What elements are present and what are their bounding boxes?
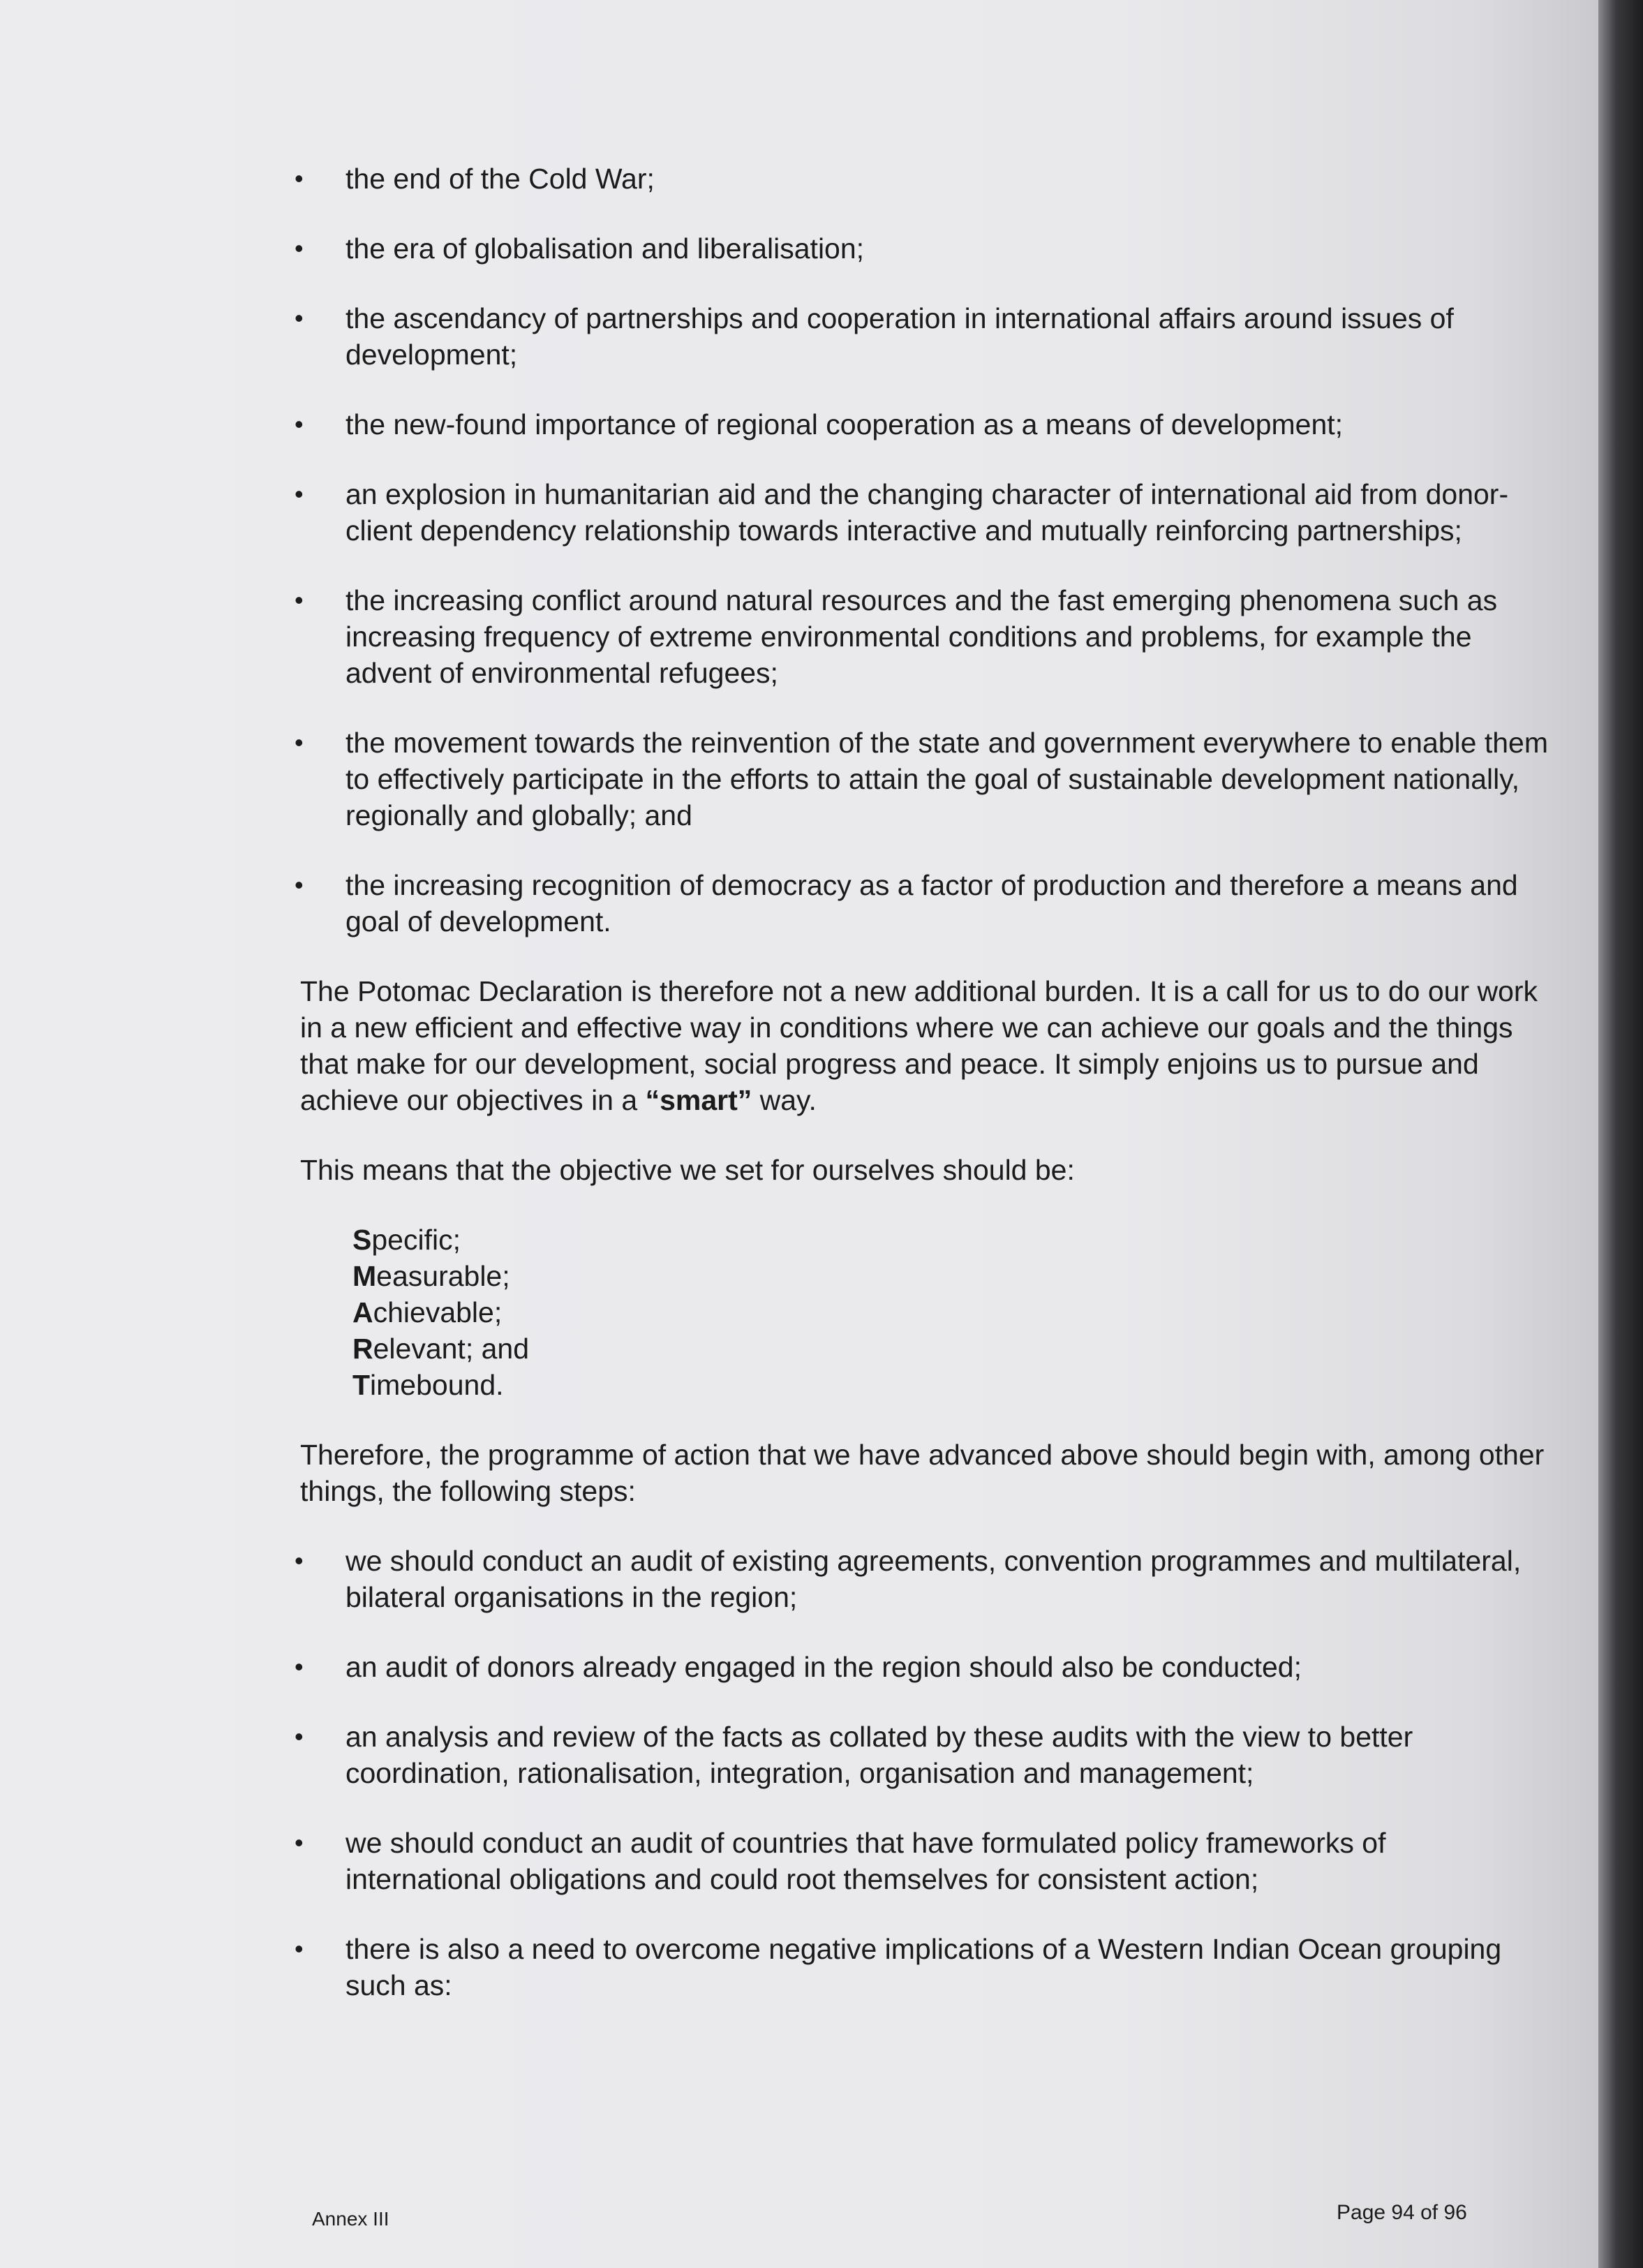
smart-initial: M [352,1260,377,1292]
bullet-icon: • [295,586,304,614]
smart-initial: S [352,1224,372,1256]
bullet-icon: • [295,164,304,193]
list-item [293,230,1549,267]
potomac-text: The Potomac Declaration is therefore not a new additional burden. It is a call for us to do our work in a new efficient and effective way in conditions where we can achieve our goals and the things that make for our development, social progress and peace. It simply enjoins us to pursue and achieve our objectives in a [300,975,1538,1116]
list-item-text: the increasing conflict around natural resources and the fast emerging phenomena such as increasing frequency of extreme environmental conditions and problems, for example the advent of environmental refugees; [345,584,1498,689]
list-item-text: the ascendancy of partnerships and cooperation in international affairs around issues of development; [345,302,1454,371]
list-item [293,476,1549,549]
smart-word-rest: elevant; and [373,1333,530,1365]
smart-initial: A [352,1296,373,1328]
list-item-text: the movement towards the reinvention of the state and government everywhere to enable them to effectively participate in the efforts to attain the goal of sustainable development nationally, regionally and globally; and [345,727,1549,831]
bullet-icon: • [295,1652,304,1681]
page-edge-shadow [1598,0,1643,2268]
list-item [293,1825,1549,1897]
smart-word-rest: easurable; [376,1260,510,1292]
list-item [293,867,1549,940]
smart-item [352,1331,1549,1367]
smart-word-rest: pecific; [371,1224,461,1256]
smart-item [352,1294,1549,1331]
objective-paragraph: This means that the objective we set for ourselves should be: [300,1154,1075,1186]
list-item-text: the end of the Cold War; [345,163,655,195]
smart-emphasis: “smart” [645,1084,752,1116]
list-item [293,725,1549,833]
bullet-list-context [293,161,1549,940]
bullet-icon: • [295,480,304,508]
smart-item [352,1222,1549,1258]
list-item-text: an analysis and review of the facts as collated by these audits with the view to better coordination, rationalisation, integration, organisation and management; [345,1721,1413,1789]
footer-annex-label: Annex III [312,2208,389,2230]
bullet-icon: • [295,870,304,899]
list-item [293,406,1549,443]
smart-initial: R [352,1333,373,1365]
bullet-icon: • [295,1722,304,1751]
smart-word-rest: chievable; [373,1296,503,1328]
bullet-icon: • [295,728,304,757]
bullet-icon: • [295,410,304,438]
list-item-text: the era of globalisation and liberalisation; [345,232,865,265]
list-item-text: we should conduct an audit of countries that have formulated policy frameworks of international obligations and could root themselves for consistent action; [345,1827,1386,1895]
list-item-text: there is also a need to overcome negative implications of a Western Indian Ocean grouping such as: [345,1933,1502,2001]
document-body [293,161,1549,2037]
bullet-icon: • [295,234,304,262]
list-item [293,1649,1549,1685]
list-item-text: an audit of donors already engaged in the region should also be conducted; [345,1651,1302,1683]
bullet-icon: • [295,1934,304,1963]
list-item-text: we should conduct an audit of existing agreements, convention programmes and multilateral, bilateral organisations in the region; [345,1545,1522,1613]
list-item [293,1719,1549,1791]
bullet-icon: • [295,304,304,332]
list-item [293,161,1549,197]
list-item-text: the new-found importance of regional cooperation as a means of development; [345,408,1344,440]
list-item [293,300,1549,373]
list-item [293,1931,1549,2003]
smart-word-rest: imebound. [370,1369,504,1401]
smart-acronym-list [352,1222,1549,1403]
smart-item [352,1258,1549,1294]
potomac-text-end: way. [752,1084,817,1116]
list-item-text: the increasing recognition of democracy as a factor of production and therefore a means and goal of development. [345,869,1518,937]
smart-initial: T [352,1369,371,1401]
list-item [293,1543,1549,1615]
smart-item [352,1367,1549,1403]
potomac-paragraph [300,973,1549,1118]
list-item [293,582,1549,691]
steps-intro-paragraph: Therefore, the programme of action that we have advanced above should begin with, among other things, the following steps: [300,1439,1545,1507]
footer-page-number: Page 94 of 96 [1337,2201,1467,2224]
bullet-icon: • [295,1828,304,1857]
bullet-list-steps [293,1543,1549,2003]
bullet-icon: • [295,1546,304,1575]
list-item-text: an explosion in humanitarian aid and the changing character of international aid from donor-client dependency relationship towards interactive and mutually reinforcing partnerships; [345,478,1509,547]
